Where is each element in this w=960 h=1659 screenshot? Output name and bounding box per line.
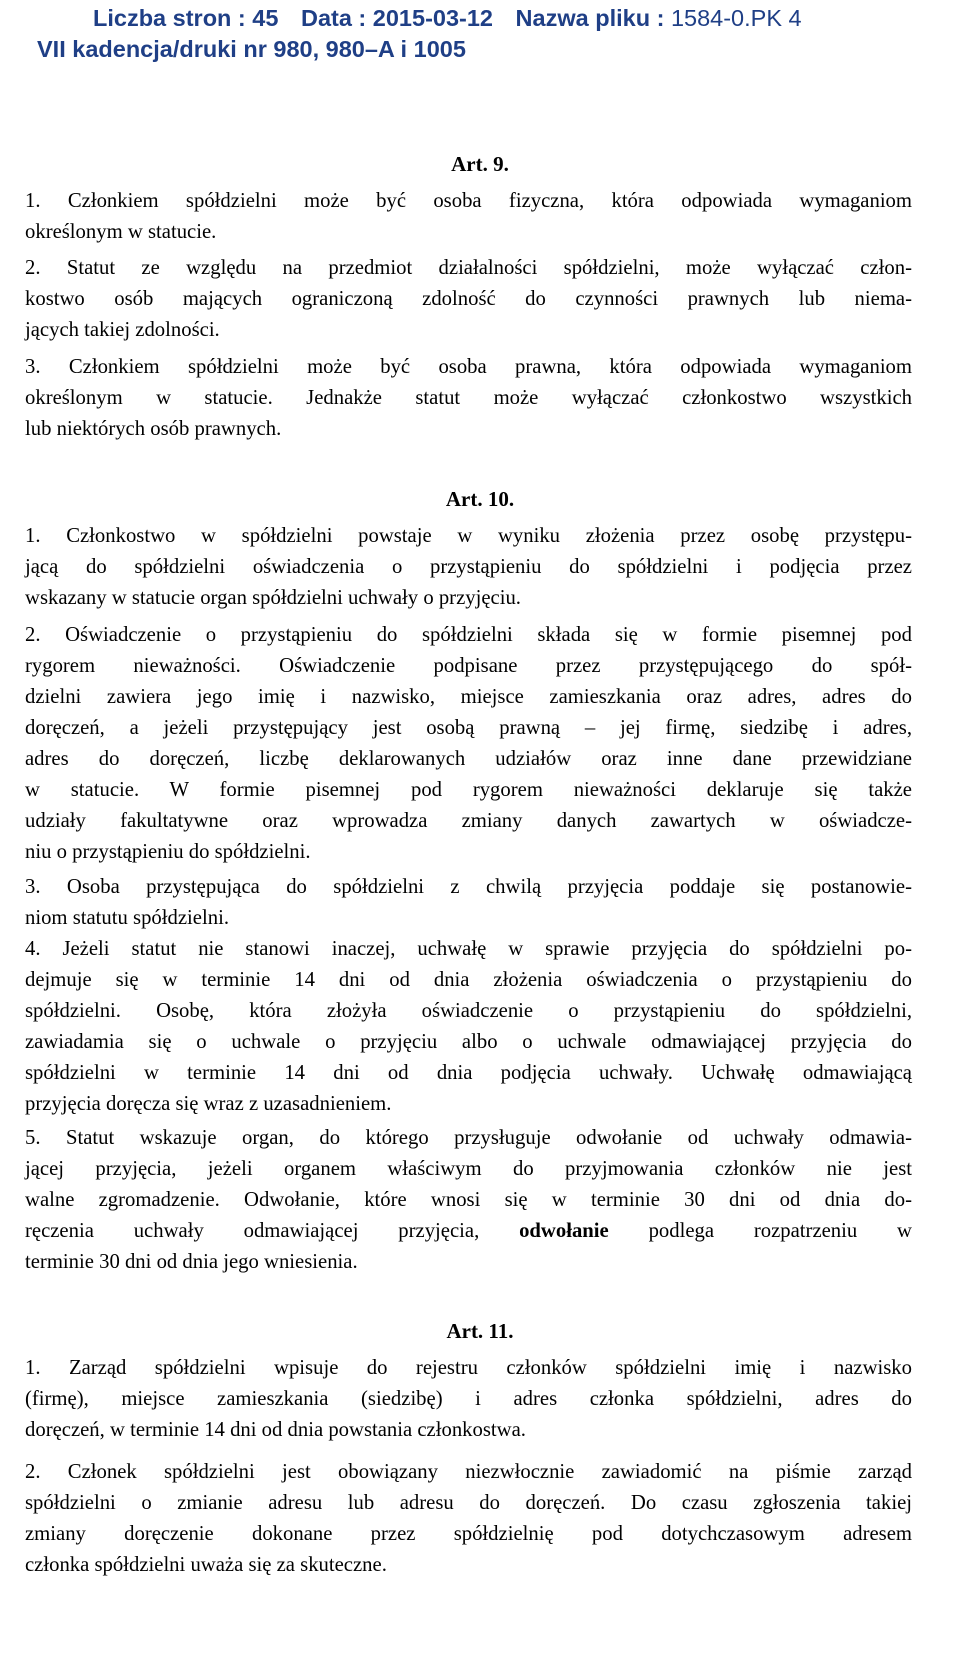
- article-9-heading: Art. 9.: [451, 152, 509, 176]
- text-line: 1. Członkiem spółdzielni może być osoba fizyczna, która odpowiada wymaganiom: [25, 190, 912, 212]
- text-line: jącej przyjęcia, jeżeli organem właściwym do przyjmowania członków nie jest: [25, 1158, 912, 1180]
- article-9-paragraph-1: [25, 186, 912, 248]
- text-line: 5. Statut wskazuje organ, do którego przysługuje odwołanie od uchwały odmawia-: [25, 1127, 912, 1149]
- article-11-paragraph-2: [25, 1457, 912, 1581]
- file-label: Nazwa pliku :: [515, 5, 665, 31]
- article-10-paragraph-5: [25, 1123, 912, 1278]
- text-line: przyjęcia doręcza się wraz z uzasadnieniem.: [25, 1093, 392, 1115]
- text-line: doręczeń, w terminie 14 dni od dnia powstania członkostwa.: [25, 1419, 526, 1441]
- text-line: członka spółdzielni uważa się za skuteczne.: [25, 1554, 387, 1576]
- article-10-paragraph-3: [25, 872, 912, 934]
- article-9-paragraph-2: [25, 253, 912, 346]
- text-line: walne zgromadzenie. Odwołanie, które wnosi się w terminie 30 dni od dnia do-: [25, 1189, 912, 1211]
- file-value: 1584-0.PK 4: [670, 5, 802, 31]
- text-line: 3. Osoba przystępująca do spółdzielni z chwilą przyjęcia poddaje się postanowie-: [25, 876, 912, 898]
- text-line: 1. Zarząd spółdzielni wpisuje do rejestru członków spółdzielni imię i nazwisko: [25, 1357, 912, 1379]
- text-line: 1. Członkostwo w spółdzielni powstaje w wyniku złożenia przez osobę przystępu-: [25, 525, 912, 547]
- text-fragment: podlega rozpatrzeniu w: [648, 1220, 912, 1242]
- text-line: dejmuje się w terminie 14 dni od dnia złożenia oświadczenia o przystąpieniu do: [25, 969, 912, 991]
- text-line: zmiany doręczenie dokonane przez spółdzielnię pod dotychczasowym adresem: [25, 1523, 912, 1545]
- article-11-heading: Art. 11.: [446, 1319, 514, 1343]
- text-line: wskazany w statucie organ spółdzielni uchwały o przyjęciu.: [25, 587, 521, 609]
- text-line: kostwo osób mających ograniczoną zdolność do czynności prawnych lub niema-: [25, 288, 912, 310]
- text-line: niom statutu spółdzielni.: [25, 907, 229, 929]
- text-line: doręczeń, a jeżeli przystępujący jest osobą prawną – jej firmę, siedzibę i adres,: [25, 717, 912, 739]
- text-line: 2. Członek spółdzielni jest obowiązany niezwłocznie zawiadomić na piśmie zarząd: [25, 1461, 912, 1483]
- article-9-paragraph-3: [25, 352, 912, 445]
- text-line: niu o przystąpieniu do spółdzielni.: [25, 841, 311, 863]
- text-line: zawiadamia się o uchwale o przyjęciu albo o uchwale odmawiającej przyjęcia do: [25, 1031, 912, 1053]
- text-line: 2. Oświadczenie o przystąpieniu do spółdzielni składa się w formie pisemnej pod: [25, 624, 912, 646]
- text-line: spółdzielni. Osobę, która złożyła oświadczenie o przystąpieniu do spółdzielni,: [25, 1000, 912, 1022]
- text-line: 4. Jeżeli statut nie stanowi inaczej, uchwałę w sprawie przyjęcia do spółdzielni po-: [25, 938, 912, 960]
- pages-label: Liczba stron :: [93, 5, 246, 31]
- text-line: udziały fakultatywne oraz wprowadza zmiany danych zawartych w oświadcze-: [25, 810, 912, 832]
- text-line: jącą do spółdzielni oświadczenia o przystąpieniu do spółdzielni i podjęcia przez: [25, 556, 912, 578]
- article-10-paragraph-4: [25, 934, 912, 1120]
- text-line: w statucie. W formie pisemnej pod rygorem nieważności deklaruje się także: [25, 779, 912, 801]
- pages-value: 45: [252, 5, 279, 31]
- text-line: określonym w statucie. Jednakże statut może wyłączać członkostwo wszystkich: [25, 387, 912, 409]
- header-meta-line: [93, 2, 802, 34]
- text-line: określonym w statucie.: [25, 221, 217, 243]
- text-line: (firmę), miejsce zamieszkania (siedzibę) i adres członka spółdzielni, adres do: [25, 1388, 912, 1410]
- text-line: dzielni zawiera jego imię i nazwisko, miejsce zamieszkania oraz adres, adres do: [25, 686, 912, 708]
- article-11-paragraph-1: [25, 1353, 912, 1446]
- date-value: 2015-03-12: [372, 5, 494, 31]
- article-10-paragraph-1: [25, 521, 912, 614]
- header-druki-line: VII kadencja/druki nr 980, 980–A i 1005: [37, 36, 466, 62]
- text-line: lub niektórych osób prawnych.: [25, 418, 282, 440]
- text-fragment: ręczenia uchwały odmawiającej przyjęcia,: [25, 1220, 480, 1242]
- text-line: spółdzielni w terminie 14 dni od dnia podjęcia uchwały. Uchwałę odmawiającą: [25, 1062, 912, 1084]
- text-line: adres do doręczeń, liczbę deklarowanych udziałów oraz inne dane przewidziane: [25, 748, 912, 770]
- article-10-heading: Art. 10.: [445, 487, 515, 511]
- date-label: Data :: [300, 5, 367, 31]
- text-line: rygorem nieważności. Oświadczenie podpisane przez przystępującego do spół-: [25, 655, 912, 677]
- article-10-paragraph-2: [25, 620, 912, 868]
- text-line: spółdzielni o zmianie adresu lub adresu do doręczeń. Do czasu zgłoszenia takiej: [25, 1492, 912, 1514]
- text-line: 2. Statut ze względu na przedmiot działalności spółdzielni, może wyłączać człon-: [25, 257, 912, 279]
- text-line: 3. Członkiem spółdzielni może być osoba prawna, która odpowiada wymaganiom: [25, 356, 912, 378]
- text-line: jących takiej zdolności.: [25, 319, 220, 341]
- bold-term: odwołanie: [519, 1220, 609, 1242]
- text-line: terminie 30 dni od dnia jego wniesienia.: [25, 1251, 358, 1273]
- text-line: [25, 1216, 912, 1247]
